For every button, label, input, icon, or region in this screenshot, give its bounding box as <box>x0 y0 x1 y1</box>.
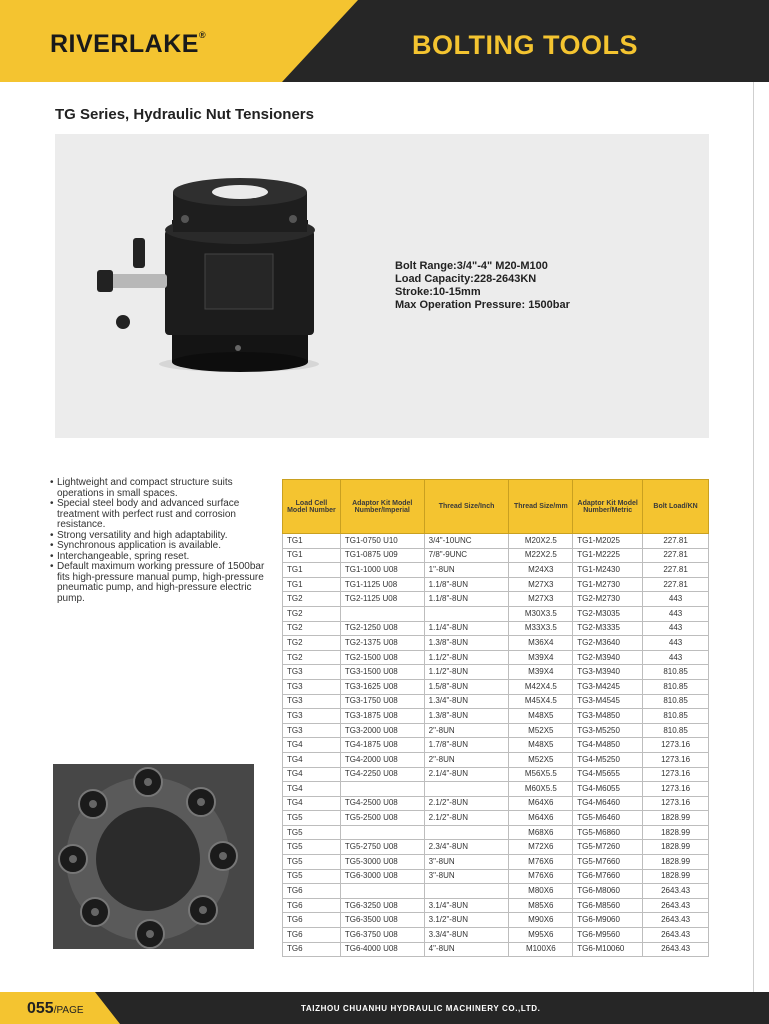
product-photo <box>55 134 709 438</box>
adaptor-metric-cell: TG1-M2025 <box>573 534 643 549</box>
adaptor-imperial-cell: TG3-1875 U08 <box>340 709 424 724</box>
adaptor-metric-cell: TG5-M7660 <box>573 855 643 870</box>
thread-mm-cell: M36X4 <box>509 636 573 651</box>
load-cell-cell: TG3 <box>283 679 341 694</box>
table-row <box>283 869 709 884</box>
adaptor-metric-cell: TG6-M9060 <box>573 913 643 928</box>
load-cell-cell: TG3 <box>283 723 341 738</box>
adaptor-imperial-cell <box>340 606 424 621</box>
table-row <box>283 738 709 753</box>
thread-mm-cell: M56X5.5 <box>509 767 573 782</box>
spec-bolt-range: Bolt Range:3/4"-4" M20-M100 <box>395 260 548 272</box>
thread-mm-cell: M48X5 <box>509 709 573 724</box>
table-row <box>283 913 709 928</box>
load-cell-cell: TG6 <box>283 942 341 957</box>
adaptor-imperial-cell: TG4-2500 U08 <box>340 796 424 811</box>
thread-mm-cell: M42X4.5 <box>509 679 573 694</box>
adaptor-metric-cell: TG1-M2225 <box>573 548 643 563</box>
load-cell-cell: TG1 <box>283 534 341 549</box>
bolt-load-cell: 810.85 <box>643 709 709 724</box>
adaptor-imperial-cell: TG6-3000 U08 <box>340 869 424 884</box>
adaptor-metric-cell: TG3-M4245 <box>573 679 643 694</box>
load-cell-cell: TG5 <box>283 855 341 870</box>
bolt-load-cell: 443 <box>643 650 709 665</box>
feature-item: • Synchronous application is available. <box>50 541 275 552</box>
thread-inch-cell: 1.3/8"-8UN <box>424 709 509 724</box>
thread-mm-cell: M100X6 <box>509 942 573 957</box>
bolt-load-cell: 2643.43 <box>643 913 709 928</box>
thread-mm-cell: M60X5.5 <box>509 782 573 797</box>
thread-mm-cell: M45X4.5 <box>509 694 573 709</box>
bolt-load-cell: 810.85 <box>643 665 709 680</box>
thread-inch-cell: 3.3/4"-8UN <box>424 928 509 943</box>
thread-mm-cell: M39X4 <box>509 665 573 680</box>
adaptor-imperial-cell: TG1-1125 U08 <box>340 577 424 592</box>
thread-inch-cell: 1.3/4"-8UN <box>424 694 509 709</box>
load-cell-cell: TG6 <box>283 913 341 928</box>
load-cell-cell: TG3 <box>283 694 341 709</box>
thread-inch-cell: 1.5/8"-8UN <box>424 679 509 694</box>
bolt-load-cell: 1828.99 <box>643 840 709 855</box>
adaptor-metric-cell: TG6-M8560 <box>573 898 643 913</box>
table-row <box>283 694 709 709</box>
bolt-load-cell: 1273.16 <box>643 738 709 753</box>
adaptor-metric-cell: TG5-M7260 <box>573 840 643 855</box>
tensioner-illustration <box>55 134 709 438</box>
spec-summary <box>395 260 570 312</box>
header-adaptor-imperial: Adaptor Kit Model Number/Imperial <box>340 480 424 534</box>
adaptor-metric-cell: TG2-M3640 <box>573 636 643 651</box>
table-row <box>283 752 709 767</box>
header-thread-inch: Thread Size/Inch <box>424 480 509 534</box>
bolt-load-cell: 2643.43 <box>643 928 709 943</box>
bolt-load-cell: 810.85 <box>643 723 709 738</box>
load-cell-cell: TG2 <box>283 650 341 665</box>
load-cell-cell: TG1 <box>283 563 341 578</box>
load-cell-cell: TG4 <box>283 782 341 797</box>
page-header <box>0 0 769 82</box>
section-title: BOLTING TOOLS <box>412 30 638 60</box>
thread-mm-cell: M90X6 <box>509 913 573 928</box>
table-row <box>283 855 709 870</box>
spec-stroke: Stroke:10-15mm <box>395 286 481 298</box>
thread-mm-cell: M48X5 <box>509 738 573 753</box>
thread-inch-cell <box>424 825 509 840</box>
table-row <box>283 782 709 797</box>
bolt-load-cell: 1828.99 <box>643 825 709 840</box>
bolt-load-cell: 443 <box>643 606 709 621</box>
load-cell-cell: TG1 <box>283 548 341 563</box>
thread-inch-cell: 2"-8UN <box>424 752 509 767</box>
load-cell-cell: TG2 <box>283 621 341 636</box>
thread-inch-cell: 7/8"-9UNC <box>424 548 509 563</box>
table-row <box>283 665 709 680</box>
thread-mm-cell: M68X6 <box>509 825 573 840</box>
load-cell-cell: TG5 <box>283 811 341 826</box>
table-row <box>283 811 709 826</box>
thread-inch-cell: 3"-8UN <box>424 869 509 884</box>
thread-inch-cell <box>424 884 509 899</box>
thread-inch-cell: 1.1/8"-8UN <box>424 577 509 592</box>
adaptor-metric-cell: TG3-M4850 <box>573 709 643 724</box>
table-row <box>283 928 709 943</box>
adaptor-imperial-cell: TG2-1375 U08 <box>340 636 424 651</box>
adaptor-metric-cell: TG4-M5655 <box>573 767 643 782</box>
load-cell-cell: TG4 <box>283 752 341 767</box>
adaptor-metric-cell: TG5-M6460 <box>573 811 643 826</box>
thread-mm-cell: M64X6 <box>509 811 573 826</box>
thread-mm-cell: M27X3 <box>509 592 573 607</box>
feature-list <box>50 478 275 604</box>
thread-inch-cell: 1.1/2"-8UN <box>424 650 509 665</box>
feature-item: • Lightweight and compact structure suits operations in small spaces. <box>50 478 275 499</box>
table-row <box>283 825 709 840</box>
thread-inch-cell: 3.1/4"-8UN <box>424 898 509 913</box>
thread-inch-cell: 2.1/2"-8UN <box>424 811 509 826</box>
adaptor-metric-cell: TG2-M3335 <box>573 621 643 636</box>
adaptor-metric-cell: TG6-M8060 <box>573 884 643 899</box>
spec-table <box>282 479 709 957</box>
load-cell-cell: TG3 <box>283 665 341 680</box>
flange-illustration <box>53 764 254 949</box>
table-row <box>283 679 709 694</box>
thread-inch-cell: 1.1/2"-8UN <box>424 665 509 680</box>
adaptor-imperial-cell: TG3-1500 U08 <box>340 665 424 680</box>
load-cell-cell: TG2 <box>283 636 341 651</box>
adaptor-metric-cell: TG6-M9560 <box>573 928 643 943</box>
table-row <box>283 709 709 724</box>
adaptor-imperial-cell: TG4-1875 U08 <box>340 738 424 753</box>
adaptor-imperial-cell: TG6-3250 U08 <box>340 898 424 913</box>
thread-mm-cell: M80X6 <box>509 884 573 899</box>
adaptor-metric-cell: TG2-M2730 <box>573 592 643 607</box>
adaptor-metric-cell: TG4-M6055 <box>573 782 643 797</box>
table-row <box>283 592 709 607</box>
load-cell-cell: TG3 <box>283 709 341 724</box>
bolt-load-cell: 1828.99 <box>643 869 709 884</box>
bolt-load-cell: 2643.43 <box>643 884 709 899</box>
adaptor-imperial-cell: TG1-0875 U09 <box>340 548 424 563</box>
adaptor-imperial-cell: TG4-2250 U08 <box>340 767 424 782</box>
adaptor-imperial-cell: TG3-1750 U08 <box>340 694 424 709</box>
load-cell-cell: TG4 <box>283 767 341 782</box>
table-row <box>283 563 709 578</box>
adaptor-metric-cell: TG3-M3940 <box>573 665 643 680</box>
thread-inch-cell: 1.1/8"-8UN <box>424 592 509 607</box>
thread-inch-cell: 3.1/2"-8UN <box>424 913 509 928</box>
load-cell-cell: TG4 <box>283 738 341 753</box>
bolt-load-cell: 1828.99 <box>643 855 709 870</box>
header-bolt-load: Bolt Load/KN <box>643 480 709 534</box>
bolt-load-cell: 227.81 <box>643 534 709 549</box>
bolt-load-cell: 227.81 <box>643 548 709 563</box>
adaptor-metric-cell: TG1-M2430 <box>573 563 643 578</box>
table-row <box>283 942 709 957</box>
adaptor-metric-cell: TG4-M5250 <box>573 752 643 767</box>
table-row <box>283 577 709 592</box>
table-row <box>283 723 709 738</box>
adaptor-imperial-cell: TG2-1500 U08 <box>340 650 424 665</box>
thread-mm-cell: M39X4 <box>509 650 573 665</box>
thread-inch-cell: 2.3/4"-8UN <box>424 840 509 855</box>
bolt-load-cell: 443 <box>643 621 709 636</box>
load-cell-cell: TG6 <box>283 898 341 913</box>
adaptor-imperial-cell <box>340 884 424 899</box>
bolt-load-cell: 443 <box>643 636 709 651</box>
header-adaptor-metric: Adaptor Kit Model Number/Metric <box>573 480 643 534</box>
thread-inch-cell: 3"-8UN <box>424 855 509 870</box>
bolt-load-cell: 1273.16 <box>643 782 709 797</box>
table-row <box>283 650 709 665</box>
adaptor-imperial-cell: TG1-1000 U08 <box>340 563 424 578</box>
product-title: TG Series, Hydraulic Nut Tensioners <box>55 106 314 123</box>
adaptor-imperial-cell: TG5-2750 U08 <box>340 840 424 855</box>
bolt-load-cell: 227.81 <box>643 563 709 578</box>
header-thread-mm: Thread Size/mm <box>509 480 573 534</box>
table-row <box>283 840 709 855</box>
thread-mm-cell: M33X3.5 <box>509 621 573 636</box>
load-cell-cell: TG2 <box>283 606 341 621</box>
thread-inch-cell: 3/4"-10UNC <box>424 534 509 549</box>
thread-mm-cell: M76X6 <box>509 869 573 884</box>
adaptor-metric-cell: TG4-M4850 <box>573 738 643 753</box>
adaptor-metric-cell: TG6-M10060 <box>573 942 643 957</box>
load-cell-cell: TG5 <box>283 840 341 855</box>
thread-mm-cell: M72X6 <box>509 840 573 855</box>
load-cell-cell: TG5 <box>283 869 341 884</box>
adaptor-imperial-cell: TG4-2000 U08 <box>340 752 424 767</box>
table-row <box>283 621 709 636</box>
spec-max-pressure: Max Operation Pressure: 1500bar <box>395 299 570 311</box>
bolt-load-cell: 1273.16 <box>643 767 709 782</box>
table-row <box>283 898 709 913</box>
thread-mm-cell: M52X5 <box>509 723 573 738</box>
right-divider <box>753 82 754 992</box>
adaptor-imperial-cell: TG3-1625 U08 <box>340 679 424 694</box>
thread-mm-cell: M22X2.5 <box>509 548 573 563</box>
thread-inch-cell: 1"-8UN <box>424 563 509 578</box>
adaptor-imperial-cell: TG2-1250 U08 <box>340 621 424 636</box>
bolt-load-cell: 2643.43 <box>643 898 709 913</box>
load-cell-cell: TG6 <box>283 928 341 943</box>
company-name: TAIZHOU CHUANHU HYDRAULIC MACHINERY CO.,LTD. <box>301 1004 541 1013</box>
thread-mm-cell: M85X6 <box>509 898 573 913</box>
adaptor-metric-cell: TG3-M5250 <box>573 723 643 738</box>
adaptor-metric-cell: TG2-M3940 <box>573 650 643 665</box>
table-row <box>283 606 709 621</box>
table-row <box>283 548 709 563</box>
thread-inch-cell: 1.3/8"-8UN <box>424 636 509 651</box>
adaptor-imperial-cell: TG3-2000 U08 <box>340 723 424 738</box>
thread-inch-cell: 2.1/4"-8UN <box>424 767 509 782</box>
bolt-load-cell: 1828.99 <box>643 811 709 826</box>
page-number: 055/PAGE <box>27 1000 84 1017</box>
bolt-load-cell: 2643.43 <box>643 942 709 957</box>
feature-item: • Strong versatility and high adaptability. <box>50 531 275 542</box>
thread-inch-cell: 4"-8UN <box>424 942 509 957</box>
thread-inch-cell: 2.1/2"-8UN <box>424 796 509 811</box>
thread-inch-cell <box>424 782 509 797</box>
spec-load-capacity: Load Capacity:228-2643KN <box>395 273 537 285</box>
table-row <box>283 767 709 782</box>
thread-mm-cell: M20X2.5 <box>509 534 573 549</box>
bolt-load-cell: 810.85 <box>643 679 709 694</box>
adaptor-imperial-cell: TG6-4000 U08 <box>340 942 424 957</box>
adaptor-imperial-cell <box>340 825 424 840</box>
thread-mm-cell: M24X3 <box>509 563 573 578</box>
load-cell-cell: TG4 <box>283 796 341 811</box>
feature-item: • Default maximum working pressure of 1500bar fits high-pressure manual pump, high-pressure pneumatic pump, and high-pressure electric pump. <box>50 562 275 604</box>
adaptor-imperial-cell: TG6-3500 U08 <box>340 913 424 928</box>
table-row <box>283 796 709 811</box>
adaptor-imperial-cell: TG5-3000 U08 <box>340 855 424 870</box>
thread-inch-cell: 1.7/8"-8UN <box>424 738 509 753</box>
adaptor-metric-cell: TG2-M3035 <box>573 606 643 621</box>
adaptor-imperial-cell: TG1-0750 U10 <box>340 534 424 549</box>
table-row <box>283 534 709 549</box>
load-cell-cell: TG5 <box>283 825 341 840</box>
adaptor-imperial-cell: TG6-3750 U08 <box>340 928 424 943</box>
thread-mm-cell: M30X3.5 <box>509 606 573 621</box>
header-load-cell-model: Load Cell Model Number <box>283 480 341 534</box>
thread-mm-cell: M64X6 <box>509 796 573 811</box>
bolt-load-cell: 810.85 <box>643 694 709 709</box>
adaptor-metric-cell: TG5-M6860 <box>573 825 643 840</box>
bolt-load-cell: 1273.16 <box>643 796 709 811</box>
adaptor-metric-cell: TG6-M7660 <box>573 869 643 884</box>
table-header-row <box>283 480 709 534</box>
adaptor-imperial-cell <box>340 782 424 797</box>
thread-inch-cell: 1.1/4"-8UN <box>424 621 509 636</box>
load-cell-cell: TG6 <box>283 884 341 899</box>
adaptor-imperial-cell: TG2-1125 U08 <box>340 592 424 607</box>
thread-inch-cell: 2"-8UN <box>424 723 509 738</box>
table-row <box>283 636 709 651</box>
adaptor-metric-cell: TG4-M6460 <box>573 796 643 811</box>
application-photo <box>53 764 254 949</box>
adaptor-metric-cell: TG3-M4545 <box>573 694 643 709</box>
bolt-load-cell: 1273.16 <box>643 752 709 767</box>
thread-mm-cell: M52X5 <box>509 752 573 767</box>
load-cell-cell: TG1 <box>283 577 341 592</box>
table-row <box>283 884 709 899</box>
bolt-load-cell: 443 <box>643 592 709 607</box>
bolt-load-cell: 227.81 <box>643 577 709 592</box>
load-cell-cell: TG2 <box>283 592 341 607</box>
thread-mm-cell: M95X6 <box>509 928 573 943</box>
feature-item: • Interchangeable, spring reset. <box>50 552 275 563</box>
thread-inch-cell <box>424 606 509 621</box>
thread-mm-cell: M76X6 <box>509 855 573 870</box>
adaptor-metric-cell: TG1-M2730 <box>573 577 643 592</box>
adaptor-imperial-cell: TG5-2500 U08 <box>340 811 424 826</box>
feature-item: • Special steel body and advanced surface treatment with perfect rust and corrosion resistance. <box>50 499 275 531</box>
brand-logo: RIVERLAKE® <box>50 30 207 58</box>
thread-mm-cell: M27X3 <box>509 577 573 592</box>
